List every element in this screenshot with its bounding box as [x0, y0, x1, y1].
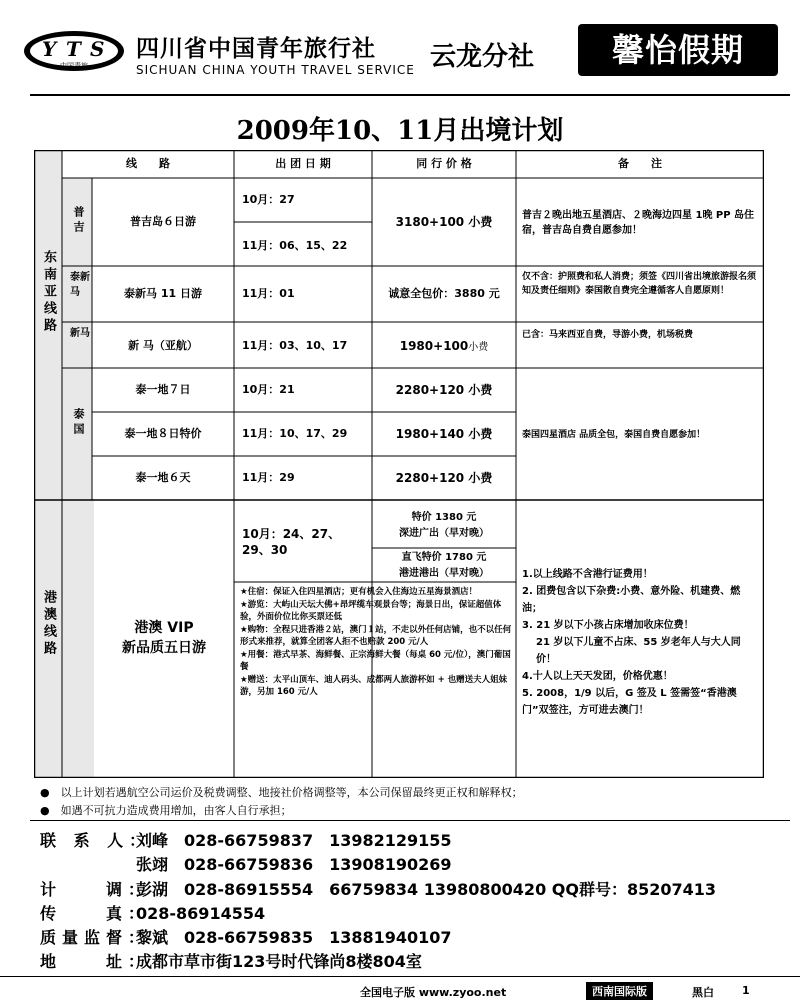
note-thailand: 泰国四星酒店 品质全包，泰国自费自愿参加！ — [522, 430, 706, 440]
date-phuket-1: 10月：27 — [242, 193, 295, 206]
hk-note-6: 5. 2008，1/9 以后，G 签及 L 签需签“香港澳门”双签注，方可进去澳门！ — [522, 688, 737, 716]
region-hk-macau: 港澳线路 — [41, 590, 56, 658]
date-th-2: 11月：10、17、29 — [242, 427, 348, 440]
contact-label: 计 调： — [40, 880, 151, 899]
country-thailand: 泰国 — [72, 408, 85, 438]
contact-person-1 — [40, 828, 452, 851]
page-title: 2009年10、11月出境计划 — [236, 116, 564, 146]
date-phuket-2: 11月：06、15、22 — [242, 239, 348, 252]
footer-divider — [30, 820, 790, 821]
color-mode: 黑白 — [692, 986, 714, 999]
agency-name-en: SICHUAN CHINA YOUTH TRAVEL SERVICE — [136, 63, 415, 77]
price-hk-2 — [372, 550, 516, 582]
price-phuket: 3180+100 小费 — [395, 215, 493, 229]
route-hk-line1: 港澳 VIP — [134, 620, 194, 636]
contact-value: 成都市草市街123号时代锋尚8楼804室 — [136, 952, 422, 971]
price-hk-1 — [372, 510, 516, 542]
date-tsm: 11月：01 — [242, 287, 295, 300]
hk-note-5: 4.十人以上天天发团，价格优惠！ — [522, 671, 673, 682]
route-hk-line2: 新品质五日游 — [122, 640, 206, 656]
itinerary-table — [34, 150, 764, 778]
note-xm: 已含：马来西亚自费，导游小费，机场税费 — [522, 330, 694, 340]
route-th-3: 泰一地６天 — [135, 471, 191, 484]
header-date: 出 团 日 期 — [275, 157, 331, 170]
route-th-1: 泰一地７日 — [135, 383, 191, 396]
date-hk: 10月：24、27、29、30 — [242, 527, 341, 557]
price-th-2: 1980+140 小费 — [395, 427, 493, 441]
bottom-bar — [0, 982, 800, 1000]
contact-value: 张翊 028-66759836 13908190269 — [136, 855, 452, 874]
route-phuket: 普吉岛６日游 — [130, 215, 196, 228]
contact-fax — [40, 901, 265, 924]
country-xm: 新马 — [70, 328, 90, 339]
svg-text:中国青旅: 中国青旅 — [60, 62, 88, 70]
hk-notes — [522, 566, 760, 719]
hk-note-1: 1.以上线路不含港行证费用！ — [522, 569, 653, 580]
price-hk-2-amount: 直飞特价 1780 元 — [401, 552, 487, 563]
svg-text:S: S — [90, 37, 105, 61]
hk-note-3: 3. 21 岁以下小孩占床增加收床位费！ — [522, 620, 694, 631]
header-notes: 备 注 — [618, 157, 662, 170]
price-xm-suffix: 小费 — [468, 342, 489, 353]
branch-name: 云龙分社 — [430, 42, 535, 72]
logo-icon — [22, 28, 126, 74]
brand-banner: 馨怡假期 — [578, 24, 778, 76]
contact-label: 联 系 人： — [40, 831, 152, 850]
note-phuket: 普吉２晚出地五星酒店、２晚海边四星 1晚 PP 岛住宿，普吉岛自费自愿参加！ — [522, 210, 755, 236]
contact-planning — [40, 877, 716, 900]
country-tsm: 泰新马 — [70, 272, 90, 298]
contact-label: 质量监督： — [40, 928, 151, 947]
hk-note-2: 2. 团费包含以下杂费:小费、意外险、机建费、燃油； — [522, 586, 741, 614]
header-price: 同 行 价 格 — [416, 157, 472, 170]
region-southeast-asia: 东南亚线路 — [41, 250, 56, 335]
price-xm — [372, 338, 516, 356]
note-tsm: 仅不含：护照费和私人消费；须签《四川省出境旅游报名须知及责任细则》泰国散自费完全遵循客人自愿原则！ — [522, 272, 757, 296]
country-phuket: 普吉 — [72, 206, 85, 236]
agency-name-cn: 四川省中国青年旅行社 — [136, 36, 376, 62]
hk-detail-tour: ★游览：大屿山天坛大佛+昂坪缆车观景台等；海景日出，保证超值体验，外面价位比你买票还低 — [240, 599, 502, 622]
contact-quality — [40, 925, 452, 948]
price-hk-2-route: 港进港出（早对晚） — [399, 568, 489, 579]
hk-note-4: 21 岁以下儿童不占床、55 岁老年人与大人同价！ — [536, 637, 741, 665]
hk-detail-meals: ★用餐：港式早茶、海鲜餐、正宗海鲜大餐（每桌 60 元/位），澳门葡国餐 — [240, 649, 511, 672]
hk-details — [240, 586, 514, 699]
contact-label: 地 址： — [40, 952, 151, 971]
price-tsm: 诚意全包价：3880 元 — [388, 287, 500, 300]
edition-badge: 西南国际版 — [586, 982, 653, 1000]
bullet-icon: ● — [40, 804, 61, 817]
hk-detail-gift: ★赠送：太平山顶车、迪人码头、成都两人旅游杯如 + 也赠送夫人姐妹游，另加 160 元/人 — [240, 674, 508, 697]
svg-text:Y: Y — [42, 37, 57, 61]
contact-value: 028-86914554 — [136, 904, 266, 923]
bullet-icon: ● — [40, 786, 61, 799]
route-xm: 新 马（亚航） — [128, 339, 198, 352]
footnote-1-text: 以上计划若遇航空公司运价及税费调整、地接社价格调整等，本公司保留最终更正权和解释权； — [60, 786, 523, 799]
contact-value: 黎斌 028-66759835 13881940107 — [136, 928, 452, 947]
contact-address — [40, 949, 422, 972]
header-route: 线 路 — [126, 157, 170, 170]
hk-detail-shopping: ★购物：全程只进香港２站，澳门１站，不走以外任何店铺，也不以任何形式来推荐，就算全团客人拒不也赔款 200 元/人 — [240, 624, 512, 647]
route-th-2: 泰一地８日特价 — [124, 427, 202, 440]
route-tsm: 泰新马 11 日游 — [124, 287, 202, 300]
date-th-1: 10月：21 — [242, 383, 295, 396]
contact-label: 传 真： — [40, 904, 151, 923]
date-th-3: 11月：29 — [242, 471, 295, 484]
contact-value: 刘峰 028-66759837 13982129155 — [136, 831, 452, 850]
contact-value: 彭湖 028-86915554 66759834 13980800420 QQ群号：85207413 — [136, 880, 717, 899]
price-th-3: 2280+120 小费 — [395, 471, 493, 485]
footnote-2-text: 如遇不可抗力造成费用增加，由客人自行承担； — [60, 804, 292, 817]
price-xm-amount: 1980+100 — [399, 339, 469, 353]
route-hk — [94, 618, 234, 658]
hk-detail-stay: ★住宿：保证入住四星酒店；更有机会入住海边五星海景酒店！ — [240, 587, 478, 597]
bottom-divider — [0, 976, 800, 977]
agency-logo — [22, 28, 126, 74]
footnote-1 — [40, 784, 523, 800]
price-hk-1-route: 深进广出（早对晚） — [399, 528, 489, 539]
header-divider — [30, 94, 790, 96]
site-url: 全国电子版 www.zyoo.net — [360, 986, 507, 999]
contact-person-2 — [40, 852, 452, 875]
date-xm: 11月：03、10、17 — [242, 339, 348, 352]
svg-text:T: T — [66, 37, 81, 61]
page-number: 1 — [742, 984, 750, 997]
price-hk-1-amount: 特价 1380 元 — [411, 512, 477, 523]
footnote-2 — [40, 802, 292, 818]
price-th-1: 2280+120 小费 — [395, 383, 493, 397]
